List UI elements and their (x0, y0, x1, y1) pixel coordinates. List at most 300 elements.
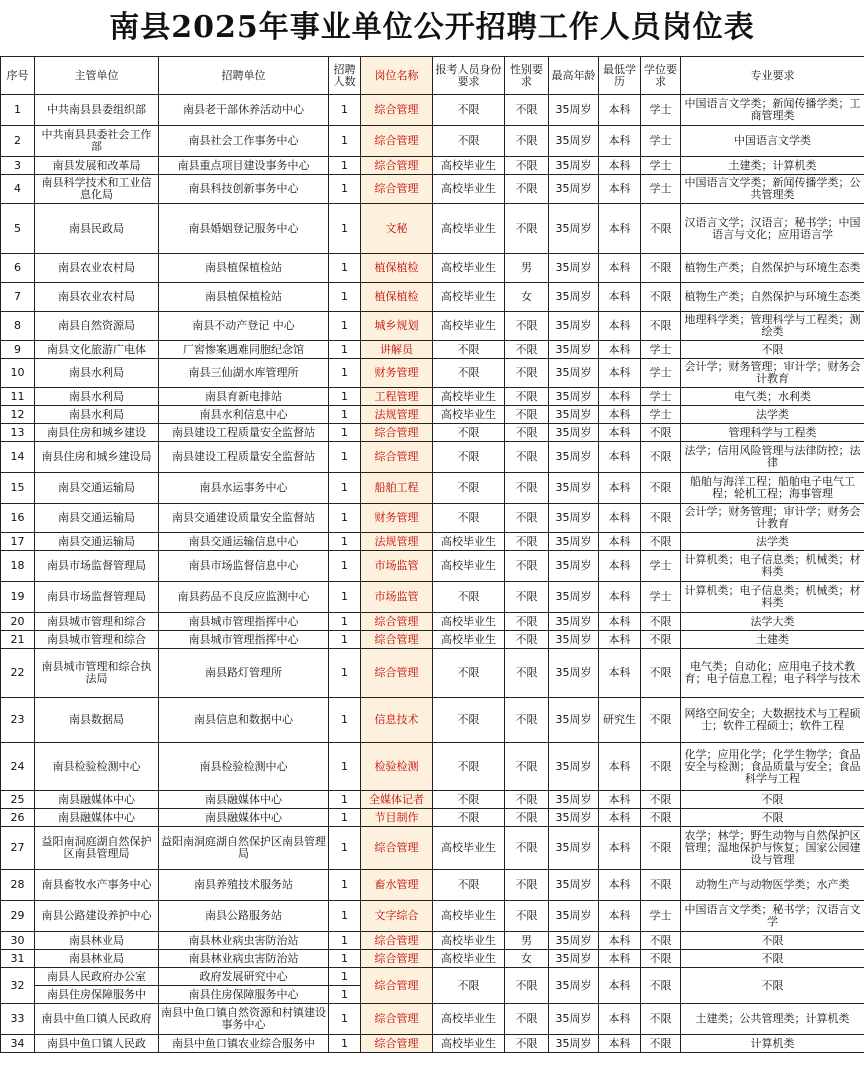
cell-dept: 南县检验检测中心 (35, 743, 159, 791)
cell-age: 35周岁 (549, 968, 599, 1004)
table-row (1, 204, 864, 254)
cell-age: 35周岁 (549, 312, 599, 341)
cell-count: 1 (329, 359, 361, 388)
cell-no: 4 (1, 175, 35, 204)
table-row (1, 613, 864, 631)
cell-count: 1 (329, 157, 361, 175)
cell-gender: 不限 (505, 504, 549, 533)
cell-edu: 本科 (599, 551, 641, 582)
cell-edu: 本科 (599, 473, 641, 504)
cell-gender: 不限 (505, 743, 549, 791)
cell-edu: 本科 (599, 204, 641, 254)
cell-gender: 女 (505, 283, 549, 312)
cell-position: 工程管理 (361, 388, 433, 406)
cell-age: 35周岁 (549, 870, 599, 901)
cell-dept: 南县林业局 (35, 932, 159, 950)
cell-identity: 不限 (433, 809, 505, 827)
cell-identity: 高校毕业生 (433, 950, 505, 968)
cell-unit: 南县水利信息中心 (159, 406, 329, 424)
cell-count: 1 (329, 968, 361, 986)
cell-gender: 男 (505, 254, 549, 283)
table-row (1, 533, 864, 551)
table-row (1, 406, 864, 424)
cell-dept: 南县人民政府办公室 (35, 968, 159, 986)
cell-position: 市场监管 (361, 582, 433, 613)
cell-age: 35周岁 (549, 698, 599, 743)
cell-degree: 学士 (641, 901, 681, 932)
cell-count: 1 (329, 254, 361, 283)
cell-identity: 高校毕业生 (433, 827, 505, 870)
cell-major: 土建类；计算机类 (681, 157, 864, 175)
cell-edu: 本科 (599, 932, 641, 950)
cell-age: 35周岁 (549, 950, 599, 968)
cell-degree: 学士 (641, 157, 681, 175)
cell-unit: 南县老干部休养活动中心 (159, 95, 329, 126)
cell-identity: 高校毕业生 (433, 406, 505, 424)
cell-identity: 高校毕业生 (433, 175, 505, 204)
cell-edu: 本科 (599, 442, 641, 473)
cell-no: 19 (1, 582, 35, 613)
cell-no: 11 (1, 388, 35, 406)
cell-no: 12 (1, 406, 35, 424)
cell-position: 综合管理 (361, 442, 433, 473)
cell-identity: 不限 (433, 504, 505, 533)
cell-age: 35周岁 (549, 95, 599, 126)
cell-major: 汉语言文学；汉语言；秘书学；中国语言与文化；应用语言学 (681, 204, 864, 254)
cell-major: 不限 (681, 968, 864, 1004)
cell-edu: 本科 (599, 126, 641, 157)
cell-count: 1 (329, 312, 361, 341)
cell-identity: 高校毕业生 (433, 1035, 505, 1053)
cell-degree: 学士 (641, 341, 681, 359)
cell-no: 28 (1, 870, 35, 901)
cell-position: 财务管理 (361, 359, 433, 388)
cell-unit: 南县融媒体中心 (159, 809, 329, 827)
cell-major: 化学；应用化学；化学生物学；食品安全与检测；食品质量与安全；食品科学与工程 (681, 743, 864, 791)
cell-dept: 南县畜牧水产事务中心 (35, 870, 159, 901)
table-row (1, 1035, 864, 1053)
header-edu: 最低学历 (599, 57, 641, 95)
cell-major: 船舶与海洋工程；船舶电子电气工程；轮机工程；海事管理 (681, 473, 864, 504)
cell-unit: 南县林业病虫害防治站 (159, 950, 329, 968)
cell-major: 不限 (681, 791, 864, 809)
cell-unit: 南县养殖技术服务站 (159, 870, 329, 901)
cell-dept: 南县民政局 (35, 204, 159, 254)
cell-no: 9 (1, 341, 35, 359)
cell-gender: 不限 (505, 359, 549, 388)
cell-edu: 本科 (599, 950, 641, 968)
cell-dept: 南县科学技术和工业信息化局 (35, 175, 159, 204)
cell-count: 1 (329, 698, 361, 743)
header-gender: 性别要求 (505, 57, 549, 95)
cell-unit: 政府发展研究中心 (159, 968, 329, 986)
cell-edu: 本科 (599, 341, 641, 359)
cell-position: 船舶工程 (361, 473, 433, 504)
cell-age: 35周岁 (549, 175, 599, 204)
cell-gender: 不限 (505, 473, 549, 504)
cell-no: 2 (1, 126, 35, 157)
table-row (1, 504, 864, 533)
cell-edu: 本科 (599, 631, 641, 649)
cell-gender: 不限 (505, 341, 549, 359)
cell-position: 植保植检 (361, 283, 433, 312)
cell-no: 14 (1, 442, 35, 473)
cell-edu: 本科 (599, 968, 641, 1004)
table-row (1, 341, 864, 359)
cell-edu: 本科 (599, 175, 641, 204)
cell-major: 不限 (681, 809, 864, 827)
cell-age: 35周岁 (549, 341, 599, 359)
cell-age: 35周岁 (549, 649, 599, 698)
cell-degree: 不限 (641, 968, 681, 1004)
cell-unit: 南县科技创新事务中心 (159, 175, 329, 204)
cell-edu: 本科 (599, 388, 641, 406)
cell-gender: 不限 (505, 827, 549, 870)
cell-degree: 不限 (641, 809, 681, 827)
cell-dept: 南县中鱼口镇人民政府 (35, 1004, 159, 1035)
cell-major: 计算机类 (681, 1035, 864, 1053)
cell-edu: 本科 (599, 743, 641, 791)
cell-identity: 不限 (433, 968, 505, 1004)
header-no: 序号 (1, 57, 35, 95)
cell-position: 畜水管理 (361, 870, 433, 901)
cell-dept: 南县交通运输局 (35, 473, 159, 504)
cell-age: 35周岁 (549, 613, 599, 631)
cell-age: 35周岁 (549, 424, 599, 442)
cell-major: 电气类；水利类 (681, 388, 864, 406)
cell-count: 1 (329, 175, 361, 204)
cell-no: 18 (1, 551, 35, 582)
cell-age: 35周岁 (549, 126, 599, 157)
cell-count: 1 (329, 126, 361, 157)
cell-identity: 高校毕业生 (433, 631, 505, 649)
cell-identity: 高校毕业生 (433, 613, 505, 631)
cell-count: 1 (329, 424, 361, 442)
cell-age: 35周岁 (549, 1035, 599, 1053)
cell-identity: 不限 (433, 473, 505, 504)
header-unit: 招聘单位 (159, 57, 329, 95)
cell-identity: 高校毕业生 (433, 157, 505, 175)
cell-identity: 不限 (433, 359, 505, 388)
cell-gender: 不限 (505, 126, 549, 157)
cell-count: 1 (329, 809, 361, 827)
cell-edu: 本科 (599, 533, 641, 551)
cell-edu: 本科 (599, 827, 641, 870)
cell-unit: 南县交通建设质量安全监督站 (159, 504, 329, 533)
cell-major: 植物生产类；自然保护与环境生态类 (681, 254, 864, 283)
cell-no: 24 (1, 743, 35, 791)
cell-major: 法学；信用风险管理与法律防控；法律 (681, 442, 864, 473)
cell-edu: 本科 (599, 359, 641, 388)
cell-count: 1 (329, 204, 361, 254)
cell-position: 综合管理 (361, 950, 433, 968)
table-row (1, 551, 864, 582)
cell-edu: 本科 (599, 1035, 641, 1053)
cell-position: 信息技术 (361, 698, 433, 743)
cell-age: 35周岁 (549, 1004, 599, 1035)
cell-no: 16 (1, 504, 35, 533)
cell-gender: 不限 (505, 809, 549, 827)
cell-age: 35周岁 (549, 791, 599, 809)
table-row (1, 254, 864, 283)
cell-gender: 不限 (505, 791, 549, 809)
cell-identity: 高校毕业生 (433, 312, 505, 341)
cell-age: 35周岁 (549, 932, 599, 950)
cell-gender: 不限 (505, 406, 549, 424)
table-row (1, 950, 864, 968)
table-row (1, 791, 864, 809)
cell-degree: 学士 (641, 388, 681, 406)
cell-degree: 不限 (641, 870, 681, 901)
cell-major: 植物生产类；自然保护与环境生态类 (681, 283, 864, 312)
header-degree: 学位要求 (641, 57, 681, 95)
table-row (1, 359, 864, 388)
cell-dept: 南县数据局 (35, 698, 159, 743)
cell-dept: 南县交通运输局 (35, 533, 159, 551)
cell-degree: 学士 (641, 406, 681, 424)
cell-age: 35周岁 (549, 388, 599, 406)
cell-identity: 高校毕业生 (433, 254, 505, 283)
cell-unit: 南县城市管理指挥中心 (159, 613, 329, 631)
cell-position: 综合管理 (361, 1035, 433, 1053)
cell-unit: 南县中鱼口镇自然资源和村镇建设事务中心 (159, 1004, 329, 1035)
cell-age: 35周岁 (549, 582, 599, 613)
cell-unit: 南县检验检测中心 (159, 743, 329, 791)
cell-count: 1 (329, 870, 361, 901)
table-body (1, 95, 864, 1053)
header-identity: 报考人员身份要求 (433, 57, 505, 95)
cell-unit: 南县水运事务中心 (159, 473, 329, 504)
header-age: 最高年龄 (549, 57, 599, 95)
cell-degree: 不限 (641, 204, 681, 254)
cell-age: 35周岁 (549, 406, 599, 424)
cell-position: 节目制作 (361, 809, 433, 827)
cell-no: 30 (1, 932, 35, 950)
cell-no: 31 (1, 950, 35, 968)
cell-dept: 南县城市管理和综合 (35, 613, 159, 631)
cell-major: 中国语言文学类；新闻传播学类；公共管理类 (681, 175, 864, 204)
cell-position: 综合管理 (361, 157, 433, 175)
cell-count: 1 (329, 533, 361, 551)
cell-no: 34 (1, 1035, 35, 1053)
cell-edu: 本科 (599, 791, 641, 809)
cell-count: 1 (329, 901, 361, 932)
cell-position: 植保植检 (361, 254, 433, 283)
table-row (1, 809, 864, 827)
cell-gender: 男 (505, 932, 549, 950)
cell-gender: 女 (505, 950, 549, 968)
cell-unit: 南县路灯管理所 (159, 649, 329, 698)
cell-identity: 不限 (433, 341, 505, 359)
cell-identity: 不限 (433, 743, 505, 791)
cell-position: 综合管理 (361, 827, 433, 870)
cell-unit: 南县重点项目建设事务中心 (159, 157, 329, 175)
cell-degree: 不限 (641, 698, 681, 743)
cell-major: 中国语言文学类；秘书学；汉语言文学 (681, 901, 864, 932)
cell-count: 1 (329, 95, 361, 126)
cell-position: 文秘 (361, 204, 433, 254)
cell-dept: 南县水利局 (35, 406, 159, 424)
cell-major: 管理科学与工程类 (681, 424, 864, 442)
cell-unit: 南县婚姻登记服务中心 (159, 204, 329, 254)
table-row (1, 1004, 864, 1035)
cell-count: 1 (329, 932, 361, 950)
cell-degree: 学士 (641, 359, 681, 388)
cell-major: 不限 (681, 341, 864, 359)
cell-dept: 益阳南洞庭湖自然保护区南县管理局 (35, 827, 159, 870)
cell-major: 中国语言文学类 (681, 126, 864, 157)
cell-dept: 南县发展和改革局 (35, 157, 159, 175)
cell-count: 1 (329, 950, 361, 968)
cell-unit: 南县不动产登记 中心 (159, 312, 329, 341)
cell-unit: 厂窖惨案遇难同胞纪念馆 (159, 341, 329, 359)
cell-major: 中国语言文学类；新闻传播学类；工商管理类 (681, 95, 864, 126)
cell-edu: 本科 (599, 809, 641, 827)
cell-major: 法学大类 (681, 613, 864, 631)
cell-gender: 不限 (505, 1004, 549, 1035)
cell-gender: 不限 (505, 312, 549, 341)
cell-position: 综合管理 (361, 175, 433, 204)
cell-degree: 学士 (641, 175, 681, 204)
cell-unit: 南县三仙湖水库管理所 (159, 359, 329, 388)
cell-age: 35周岁 (549, 359, 599, 388)
cell-no: 6 (1, 254, 35, 283)
cell-position: 全媒体记者 (361, 791, 433, 809)
cell-degree: 不限 (641, 932, 681, 950)
cell-no: 17 (1, 533, 35, 551)
cell-dept: 南县城市管理和综合 (35, 631, 159, 649)
cell-gender: 不限 (505, 204, 549, 254)
cell-gender: 不限 (505, 551, 549, 582)
table-row (1, 424, 864, 442)
cell-no: 29 (1, 901, 35, 932)
table-row (1, 631, 864, 649)
table-header-row (1, 57, 864, 95)
cell-age: 35周岁 (549, 901, 599, 932)
table-row (1, 827, 864, 870)
cell-unit: 南县社会工作事务中心 (159, 126, 329, 157)
cell-position: 综合管理 (361, 613, 433, 631)
cell-count: 1 (329, 442, 361, 473)
header-count: 招聘人数 (329, 57, 361, 95)
cell-no: 20 (1, 613, 35, 631)
cell-major: 土建类；公共管理类；计算机类 (681, 1004, 864, 1035)
table-row (1, 901, 864, 932)
cell-major: 动物生产与动物医学类；水产类 (681, 870, 864, 901)
cell-no: 3 (1, 157, 35, 175)
page-title: 南县2025年事业单位公开招聘工作人员岗位表 (109, 10, 755, 45)
cell-edu: 研究生 (599, 698, 641, 743)
cell-no: 8 (1, 312, 35, 341)
cell-no: 1 (1, 95, 35, 126)
cell-major: 计算机类；电子信息类；机械类；材料类 (681, 582, 864, 613)
cell-position: 法规管理 (361, 533, 433, 551)
cell-age: 35周岁 (549, 442, 599, 473)
cell-dept: 南县住房和城乡建设局 (35, 442, 159, 473)
cell-count: 1 (329, 631, 361, 649)
cell-edu: 本科 (599, 504, 641, 533)
cell-identity: 不限 (433, 870, 505, 901)
cell-degree: 学士 (641, 582, 681, 613)
cell-dept: 南县城市管理和综合执法局 (35, 649, 159, 698)
cell-age: 35周岁 (549, 827, 599, 870)
cell-major: 土建类 (681, 631, 864, 649)
cell-unit: 南县住房保障服务中心 (159, 986, 329, 1004)
cell-position: 市场监管 (361, 551, 433, 582)
cell-position: 综合管理 (361, 649, 433, 698)
cell-gender: 不限 (505, 157, 549, 175)
cell-identity: 不限 (433, 442, 505, 473)
cell-unit: 南县药品不良反应监测中心 (159, 582, 329, 613)
cell-age: 35周岁 (549, 533, 599, 551)
cell-age: 35周岁 (549, 157, 599, 175)
cell-degree: 不限 (641, 473, 681, 504)
cell-position: 城乡规划 (361, 312, 433, 341)
cell-identity: 高校毕业生 (433, 932, 505, 950)
cell-degree: 不限 (641, 442, 681, 473)
positions-table (0, 56, 864, 1053)
cell-position: 综合管理 (361, 424, 433, 442)
cell-edu: 本科 (599, 406, 641, 424)
cell-edu: 本科 (599, 613, 641, 631)
cell-no: 13 (1, 424, 35, 442)
cell-edu: 本科 (599, 157, 641, 175)
cell-dept: 南县文化旅游广电体 (35, 341, 159, 359)
cell-no: 5 (1, 204, 35, 254)
cell-degree: 不限 (641, 827, 681, 870)
cell-gender: 不限 (505, 582, 549, 613)
cell-dept: 南县交通运输局 (35, 504, 159, 533)
cell-degree: 不限 (641, 649, 681, 698)
cell-unit: 南县林业病虫害防治站 (159, 932, 329, 950)
cell-dept: 南县农业农村局 (35, 254, 159, 283)
cell-identity: 不限 (433, 698, 505, 743)
cell-age: 35周岁 (549, 551, 599, 582)
cell-position: 检验检测 (361, 743, 433, 791)
cell-no: 23 (1, 698, 35, 743)
cell-no: 27 (1, 827, 35, 870)
cell-degree: 不限 (641, 312, 681, 341)
cell-dept: 中共南县县委社会工作部 (35, 126, 159, 157)
cell-gender: 不限 (505, 533, 549, 551)
cell-age: 35周岁 (549, 743, 599, 791)
cell-degree: 不限 (641, 613, 681, 631)
cell-dept: 中共南县县委组织部 (35, 95, 159, 126)
cell-gender: 不限 (505, 442, 549, 473)
cell-gender: 不限 (505, 698, 549, 743)
cell-age: 35周岁 (549, 254, 599, 283)
cell-count: 1 (329, 283, 361, 312)
cell-identity: 高校毕业生 (433, 1004, 505, 1035)
cell-identity: 高校毕业生 (433, 901, 505, 932)
cell-dept: 南县中鱼口镇人民政 (35, 1035, 159, 1053)
cell-degree: 不限 (641, 631, 681, 649)
cell-position: 综合管理 (361, 1004, 433, 1035)
cell-dept: 南县融媒体中心 (35, 809, 159, 827)
cell-dept: 南县市场监督管理局 (35, 551, 159, 582)
cell-count: 1 (329, 551, 361, 582)
cell-major: 法学类 (681, 406, 864, 424)
cell-age: 35周岁 (549, 631, 599, 649)
table-row (1, 126, 864, 157)
cell-position: 综合管理 (361, 932, 433, 950)
cell-no: 7 (1, 283, 35, 312)
cell-count: 1 (329, 613, 361, 631)
cell-identity: 高校毕业生 (433, 388, 505, 406)
cell-identity: 不限 (433, 791, 505, 809)
cell-edu: 本科 (599, 649, 641, 698)
cell-dept: 南县市场监督管理局 (35, 582, 159, 613)
